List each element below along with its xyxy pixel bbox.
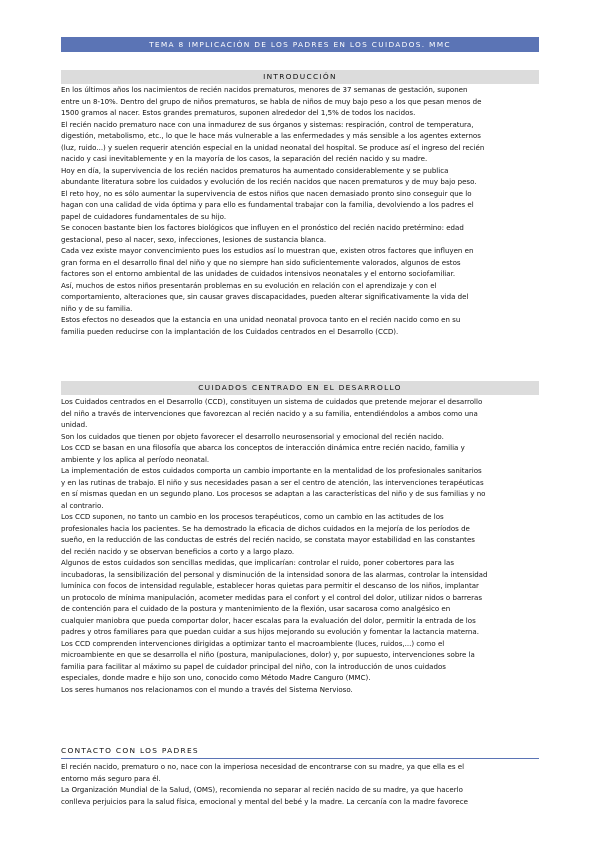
section-heading-ccd: CUIDADOS CENTRADO EN EL DESARROLLO: [61, 381, 539, 395]
text-line: cualquier maniobra que pueda comportar dolor, hacer escalas para la evaluación del dolor, permitir la entrada de los: [61, 615, 476, 625]
text-line: entre un 8-10%. Dentro del grupo de niños prematuros, se habla de niños de muy bajo peso a los que pesan menos de: [61, 96, 482, 106]
text-line: hagan con una calidad de vida óptima y para ello es fundamental trabajar con la familia, devolviendo a los padres el: [61, 200, 474, 209]
text-line: entorno más seguro para él.: [61, 773, 161, 783]
text-line: digestión, metabolismo, etc., lo que le hace más vulnerable a las enfermedades y más sensible a los agentes externos: [61, 131, 481, 140]
text-line: padres y otros familiares para que puedan cuidar a sus hijos mejorando su evolución y fomentar la lactancia materna.: [61, 627, 479, 636]
text-line: Los CCD suponen, no tanto un cambio en los procesos terapéuticos, como un cambio en las actitudes de los: [61, 512, 444, 521]
text-line: Los Cuidados centrados en el Desarrollo (CCD), constituyen un sistema de cuidados que pretende mejorar el desarrollo: [61, 397, 483, 406]
text-line: profesionales hacia los pacientes. Se ha demostrado la eficacia de dichos cuidados en la mejoría de los períodos de: [61, 523, 470, 533]
text-line: incubadoras, la sensibilización del personal y disminución de la intensidad sonora de las alarmas, controlar la intensidad: [61, 569, 488, 579]
text-line: Son los cuidados que tienen por objeto favorecer el desarrollo neurosensorial y emocional del recién nacido.: [61, 431, 444, 441]
text-line: gestacional, peso al nacer, sexo, infecciones, lesiones de sustancia blanca.: [61, 234, 327, 244]
text-line: papel de cuidadores fundamentales de su hijo.: [61, 211, 227, 221]
text-line: En los últimos años los nacimientos de recién nacidos prematuros, menores de 37 semanas de gestación, suponen: [61, 85, 468, 94]
text-line: (luz, ruido...) y suelen requerir atención especial en la unidad neonatal del hospital. Se produce así el ingreso del recién: [61, 142, 485, 152]
text-line: niño y de su familia.: [61, 303, 133, 313]
text-line: un protocolo de mínima manipulación, acometer medidas para el confort y el control del dolor, utilizar nidos o barreras: [61, 592, 483, 602]
text-line: al contrario.: [61, 500, 104, 510]
section-body-ccd: [61, 396, 543, 695]
text-line: familia pueden reducirse con la implantación de los Cuidados centrados en el Desarrollo (CCD).: [61, 326, 399, 336]
text-line: comportamiento, alteraciones que, sin causar graves discapacidades, pueden alterar significativamente la vida del: [61, 292, 469, 301]
section-body-introduccion: [61, 84, 543, 337]
text-line: El recién nacido, prematuro o no, nace con la imperiosa necesidad de encontrarse con su madre, ya que ella es el: [61, 762, 465, 771]
text-line: en sí mismas quedan en un segundo plano. Los procesos se adaptan a las características del niño y de sus familias y no: [61, 489, 486, 498]
text-line: gran forma en el desarrollo final del niño y que no siempre han sido suficientemente valorados, algunos de estos: [61, 257, 461, 267]
text-line: de contención para el cuidado de la postura y mantenimiento de la flexión, usar sacarosa como analgésico en: [61, 604, 451, 613]
document-title: TEMA 8 IMPLICACIÓN DE LOS PADRES EN LOS CUIDADOS. MMC: [61, 37, 539, 52]
text-line: Algunos de estos cuidados son sencillas medidas, que implicarían: controlar el ruido, poner cobertores para las: [61, 558, 454, 567]
text-line: El recién nacido prematuro nace con una inmadurez de sus órganos y sistemas: respiración, control de temperatura,: [61, 119, 474, 129]
text-line: La implementación de estos cuidados comporta un cambio importante en la mentalidad de los profesionales sanitarios: [61, 466, 482, 475]
text-line: microambiente en que se desarrolla el niño (postura, manipulaciones, dolor) y, por supuesto, intervenciones sobre la: [61, 650, 475, 659]
text-line: lumínica con focos de intensidad regulable, establecer horas quietas para permitir el descanso de los niños, implantar: [61, 581, 479, 590]
text-line: abundante literatura sobre los cuidados y evolución de los recién nacidos que nacen prematuros y de muy bajo peso.: [61, 177, 477, 186]
text-line: Los CCD comprenden intervenciones dirigidas a optimizar tanto el macroambiente (luces, ruidos,...) como el: [61, 638, 445, 648]
text-line: familia para facilitar al máximo su papel de cuidador principal del niño, con la introducción de unos cuidados: [61, 661, 446, 671]
text-line: Los CCD se basan en una filosofía que abarca los conceptos de interacción dinámica entre recién nacido, familia y: [61, 443, 465, 452]
text-line: Los seres humanos nos relacionamos con el mundo a través del Sistema Nervioso.: [61, 684, 353, 694]
text-line: nacido y casi inevitablemente y en la mayoría de los casos, la separación del recién nacido y su madre.: [61, 154, 428, 163]
text-line: y en las rutinas de trabajo. El niño y sus necesidades pasan a ser el centro de atención, las intervenciones terapéuticas: [61, 477, 484, 487]
text-line: Estos efectos no deseados que la estancia en una unidad neonatal provoca tanto en el recién nacido como en su: [61, 315, 461, 324]
text-line: conlleva perjuicios para la salud física, emocional y mental del bebé y la madre. La cercanía con la madre favorece: [61, 796, 468, 806]
text-line: Hoy en día, la supervivencia de los recién nacidos prematuros ha aumentado considerablemente y se publica: [61, 165, 449, 175]
text-line: El reto hoy, no es sólo aumentar la supervivencia de estos niños que nacen demasiado pronto sino conseguir que lo: [61, 188, 472, 198]
text-line: Así, muchos de estos niños presentarán problemas en su evolución en relación con el aprendizaje y con el: [61, 280, 437, 290]
section-heading-introduccion: INTRODUCCIÓN: [61, 70, 539, 84]
section-divider: [61, 758, 539, 759]
text-line: La Organización Mundial de la Salud, (OMS), recomienda no separar al recién nacido de su madre, ya que hacerlo: [61, 785, 463, 794]
section-body-contacto: [61, 761, 543, 807]
text-line: Cada vez existe mayor convencimiento pues los estudios así lo muestran que, existen otros factores que influyen en: [61, 246, 474, 255]
text-line: ambiente y los aplica al período neonatal.: [61, 454, 210, 464]
text-line: Se conocen bastante bien los factores biológicos que influyen en el pronóstico del recién nacido pretérmino: edad: [61, 223, 464, 232]
text-line: unidad.: [61, 420, 88, 429]
text-line: 1500 gramos al nacer. Estos grandes prematuros, suponen alrededor del 1,5% de todos los nacidos.: [61, 108, 416, 117]
text-line: sueño, en la reducción de las conductas de estrés del recién nacido, se constata mayor estabilidad en las constantes: [61, 535, 475, 544]
section-heading-contacto: CONTACTO CON LOS PADRES: [61, 746, 199, 755]
text-line: del niño a través de intervenciones que favorezcan al recién nacido y a su familia, entendiéndolos a ambos como una: [61, 408, 478, 418]
text-line: factores son el entorno ambiental de las unidades de cuidados intensivos neonatales y el entorno sociofamiliar.: [61, 269, 456, 278]
text-line: del recién nacido y se observan beneficios a corto y a largo plazo.: [61, 546, 295, 556]
text-line: especiales, donde madre e hijo son uno, conocido como Método Madre Canguro (MMC).: [61, 673, 371, 682]
